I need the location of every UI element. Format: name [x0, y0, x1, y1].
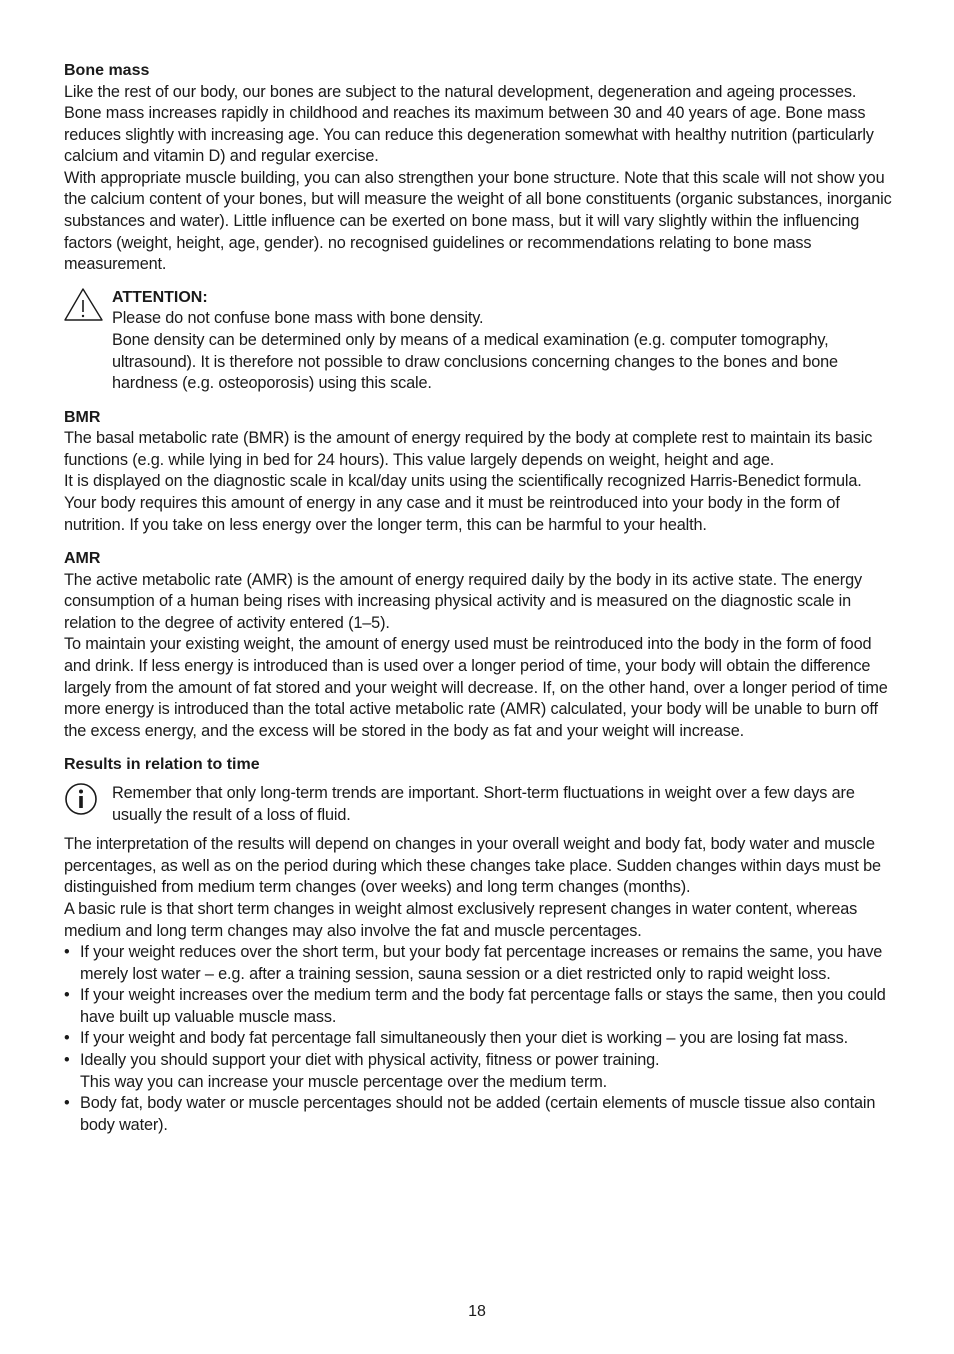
- heading-bone-mass: Bone mass: [64, 62, 150, 79]
- bmr-paragraph-1: The basal metabolic rate (BMR) is the amount of energy required by the body at complete rest to maintain its basic functions (e.g. while lying in bed for 24 hours). This value largely depends on weight, height and age.: [64, 429, 873, 469]
- heading-results-in-relation-to-time: Results in relation to time: [64, 756, 260, 774]
- list-item: [64, 942, 894, 985]
- amr-paragraph-2: To maintain your existing weight, the amount of energy used must be reintroduced into the body in the form of food and drink. If less energy is introduced than is used over a longer period of time, your body will obtain the difference largely from the amount of fat stored and your weight will decrease. If, on the other hand, over a longer period of time more energy is introduced than the total active metabolic rate (AMR) calculated, your body will be unable to burn off the excess energy, and the excess will be stored in the body as fat and your weight will increase.: [64, 635, 888, 740]
- list-item: [64, 985, 894, 1028]
- results-paragraph-1: The interpretation of the results will depend on changes in your overall weight and body fat, body water and muscle percentages, as well as on the period during which these changes take place. Sudden changes within days must be distinguished from medium term changes (over weeks) and long term changes (months).: [64, 835, 881, 897]
- warning-triangle-icon: [64, 287, 104, 328]
- bmr-paragraph-3: Your body requires this amount of energy in any case and it must be reintroduced into your body in the form of nutrition. If you take on less energy over the longer term, this can be harmful to your health.: [64, 494, 840, 534]
- bullet-text: If your weight reduces over the short term, but your body fat percentage increases or remains the same, you have merely lost water – e.g. after a training session, sauna session or a diet restricted only to rapid weight loss.: [80, 943, 883, 983]
- bullet-text-continuation: This way you can increase your muscle percentage over the medium term.: [80, 1072, 608, 1091]
- heading-amr: AMR: [64, 550, 101, 568]
- manual-page: [64, 60, 894, 1136]
- attention-line-1: Please do not confuse bone mass with bone density.: [112, 309, 484, 328]
- bullet-marker: •: [64, 1029, 70, 1048]
- results-bullet-list: [64, 942, 894, 1136]
- info-notice: [64, 783, 894, 826]
- bone-mass-paragraph-2: With appropriate muscle building, you can also strengthen your bone structure. Note that this scale will not show you the calcium content of your bones, but will measure the weight of all bone constituents (organic substances, inorganic substances and water). Little influence can be exerted on bone mass, but it will vary slightly within the influencing factors (weight, height, age, gender). no recognised guidelines or recommendations relating to bone mass measurement.: [64, 168, 892, 274]
- bmr-paragraph-2: It is displayed on the diagnostic scale in kcal/day units using the scientifically recognized Harris-Benedict formula.: [64, 472, 862, 491]
- info-text: Remember that only long-term trends are important. Short-term fluctuations in weight over a few days are usually the result of a loss of fluid.: [112, 783, 855, 824]
- list-item: [64, 1050, 894, 1093]
- bullet-text: Body fat, body water or muscle percentages should not be added (certain elements of muscle tissue also contain body water).: [80, 1094, 876, 1134]
- bullet-text: Ideally you should support your diet with physical activity, fitness or power training.: [80, 1051, 660, 1070]
- bullet-marker: •: [64, 1051, 70, 1070]
- info-icon: [64, 783, 100, 824]
- bullet-marker: •: [64, 943, 70, 962]
- amr-paragraph-1: The active metabolic rate (AMR) is the amount of energy required daily by the body in its active state. The energy consumption of a human being rises with increasing physical activity and is measured on the diagnostic scale in relation to the degree of activity entered (1–5).: [64, 570, 862, 632]
- list-item: [64, 1093, 894, 1136]
- list-item: [64, 1028, 894, 1050]
- bullet-text: If your weight and body fat percentage fall simultaneously then your diet is working – you are losing fat mass.: [80, 1029, 848, 1048]
- bone-mass-paragraph-1: Like the rest of our body, our bones are subject to the natural development, degeneration and ageing processes. Bone mass increases rapidly in childhood and reaches its maximum between 30 and 40 years of age. Bone mass reduces slightly with increasing age. You can reduce this degeneration somewhat with healthy nutrition (particularly calcium and vitamin D) and regular exercise.: [64, 82, 874, 166]
- results-paragraph-2: A basic rule is that short term changes in weight almost exclusively represent changes in water content, whereas medium and long term changes may also involve the fat and muscle percentages.: [64, 899, 858, 940]
- attention-line-2: Bone density can be determined only by means of a medical examination (e.g. computer tomography, ultrasound). It is therefore not possible to draw conclusions concerning changes to the bones and bone hardness (e.g. osteoporosis) using this scale.: [112, 330, 838, 393]
- attention-notice: [64, 287, 894, 395]
- attention-label: ATTENTION:: [112, 288, 208, 306]
- page-number: 18: [468, 1303, 486, 1320]
- heading-bmr: BMR: [64, 408, 101, 426]
- bullet-text: If your weight increases over the medium term and the body fat percentage falls or stays the same, then you could have built up valuable muscle mass.: [80, 986, 886, 1026]
- bullet-marker: •: [64, 1094, 70, 1113]
- bullet-marker: •: [64, 986, 70, 1005]
